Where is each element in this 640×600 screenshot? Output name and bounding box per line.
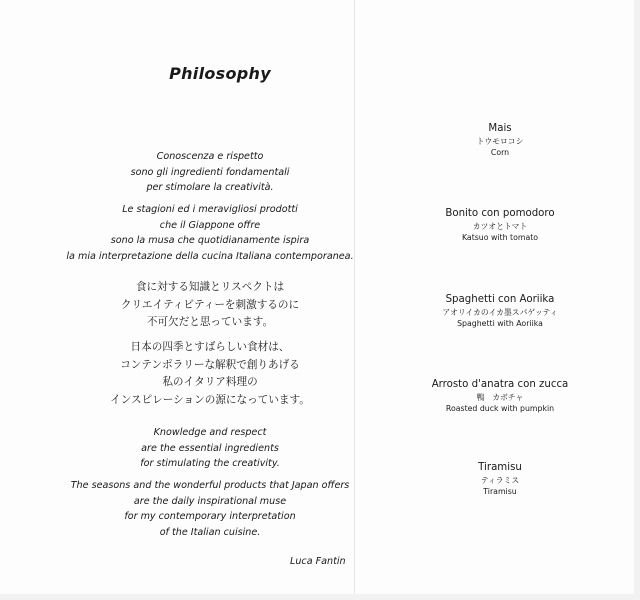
dish-name-italian: Mais: [488, 123, 512, 134]
italian-paragraph-2: [50, 202, 370, 264]
dish-name-japanese: トウモロコシ: [476, 137, 524, 146]
japanese-line: 食に対する知識とリスペクトは: [135, 281, 285, 293]
italian-paragraph-1: [50, 149, 370, 196]
dish-name-japanese: ティラミス: [480, 476, 520, 485]
italian-line: per stimolare la creatività.: [146, 182, 274, 193]
dish-name-english: Tiramisu: [483, 487, 517, 496]
english-line: Knowledge and respect: [153, 427, 267, 438]
dish-name-italian: Arrosto d'anatra con zucca: [431, 379, 569, 390]
page-edge-right: [634, 0, 640, 600]
english-line: of the Italian cuisine.: [159, 526, 261, 538]
italian-line: la mia interpretazione della cucina Italiana contemporanea.: [66, 250, 354, 262]
japanese-paragraph-2: [60, 339, 360, 409]
english-line: The seasons and the wonderful products that Japan offers: [70, 480, 350, 491]
dish-mais: [405, 122, 595, 158]
japanese-line: 日本の四季とすばらしい食材は、: [130, 341, 290, 353]
dish-name-italian: Spaghetti con Aoriika: [445, 294, 555, 305]
japanese-line: コンテンポラリーな解釈で創りあげる: [120, 358, 300, 371]
dish-bonito: [405, 207, 595, 243]
dish-name-english: Roasted duck with pumpkin: [445, 404, 555, 413]
italian-line: che il Giappone offre: [159, 219, 261, 231]
english-line: for stimulating the creativity.: [140, 458, 280, 469]
dish-spaghetti: [405, 293, 595, 329]
dish-name-english: Corn: [490, 148, 510, 157]
english-line: are the essential ingredients: [141, 442, 279, 454]
dish-arrosto: [405, 378, 595, 414]
italian-line: Conoscenza e rispetto: [156, 151, 264, 162]
italian-line: sono gli ingredienti fondamentali: [130, 166, 290, 178]
english-line: for my contemporary interpretation: [124, 511, 296, 522]
japanese-line: 私のイタリア料理の: [162, 376, 258, 388]
dish-name-japanese: 鴨 カボチャ: [476, 393, 524, 402]
italian-line: Le stagioni ed i meravigliosi prodotti: [122, 204, 298, 215]
dish-name-english: Katsuo with tomato: [461, 233, 539, 242]
dish-name-japanese: カツオとトマト: [472, 222, 528, 231]
japanese-line: 不可欠だと思っています。: [146, 316, 274, 328]
dish-name-japanese: アオリイカのイカ墨スパゲッティ: [442, 308, 558, 317]
japanese-line: クリエイティビティーを刺激するのに: [120, 298, 300, 311]
japanese-line: インスピレーションの源になっています。: [110, 393, 310, 406]
dish-name-english: Spaghetti with Aoriika: [457, 319, 543, 328]
english-line: are the daily inspirational muse: [133, 495, 287, 507]
philosophy-page: [60, 0, 360, 600]
dish-name-italian: Tiramisu: [478, 462, 522, 473]
english-paragraph-1: [50, 425, 370, 472]
italian-line: sono la musa che quotidianamente ispira: [110, 235, 310, 246]
english-paragraph-2: [50, 478, 370, 540]
japanese-paragraph-1: [60, 279, 360, 332]
dish-name-italian: Bonito con pomodoro: [445, 208, 555, 219]
page-title: Philosophy: [169, 64, 271, 83]
dish-tiramisu: [405, 461, 595, 497]
chef-signature: Luca Fantin: [290, 556, 346, 567]
menu-page: [405, 0, 595, 600]
